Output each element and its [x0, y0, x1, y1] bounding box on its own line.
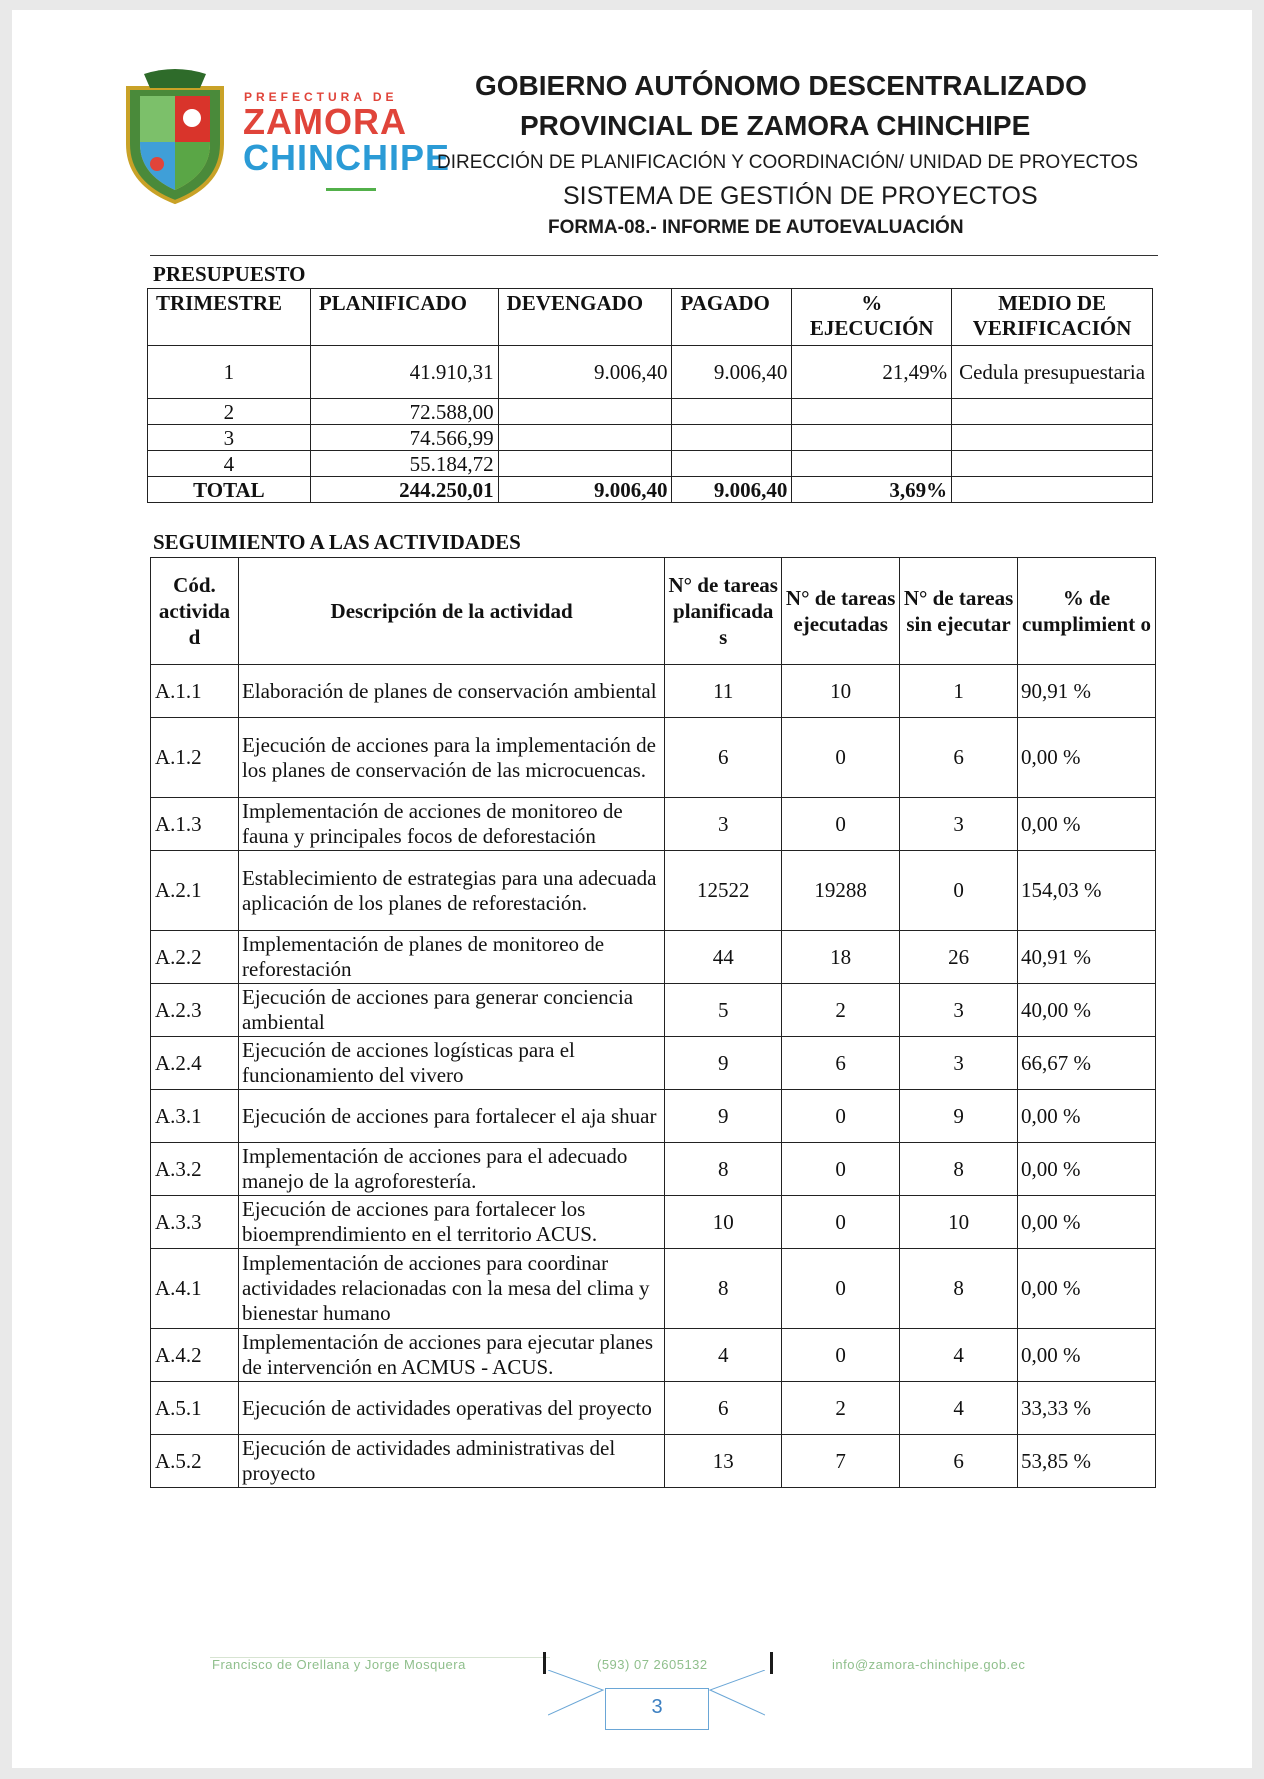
- activity-pending: 3: [900, 1037, 1018, 1090]
- activity-executed: 7: [782, 1435, 900, 1488]
- activity-planned: 4: [665, 1329, 782, 1382]
- activity-row: [151, 718, 1156, 798]
- activity-percent: 66,67 %: [1018, 1037, 1156, 1090]
- activity-description: Ejecución de acciones para fortalecer los bioemprendimiento en el territorio ACUS.: [238, 1196, 664, 1249]
- budget-pagado: [672, 399, 792, 425]
- budget-trimestre: 3: [148, 425, 311, 451]
- activity-row: [151, 1382, 1156, 1435]
- activity-executed: 19288: [782, 851, 900, 931]
- activity-percent: 53,85 %: [1018, 1435, 1156, 1488]
- footer-separator: [543, 1652, 546, 1674]
- activity-code: A.2.1: [151, 851, 239, 931]
- header-form: FORMA-08.- INFORME DE AUTOEVALUACIÓN: [548, 217, 964, 238]
- activity-code: A.5.1: [151, 1382, 239, 1435]
- prefectura-coat-of-arms-logo: [120, 66, 230, 206]
- budget-total-pagado: 9.006,40: [672, 477, 792, 503]
- activity-executed: 0: [782, 1329, 900, 1382]
- activity-code: A.2.2: [151, 931, 239, 984]
- budget-row: [148, 451, 1153, 477]
- activity-planned: 11: [665, 665, 782, 718]
- budget-total-devengado: 9.006,40: [498, 477, 672, 503]
- activity-planned: 5: [665, 984, 782, 1037]
- budget-row: [148, 399, 1153, 425]
- activity-percent: 40,91 %: [1018, 931, 1156, 984]
- activity-code: A.4.1: [151, 1249, 239, 1329]
- activity-code: A.3.2: [151, 1143, 239, 1196]
- activity-description: Implementación de acciones para coordinar actividades relacionadas con la mesa del clima y bienestar humano: [238, 1249, 664, 1329]
- activity-description: Establecimiento de estrategias para una adecuada aplicación de los planes de reforestación.: [238, 851, 664, 931]
- activity-code: A.1.2: [151, 718, 239, 798]
- activity-planned: 10: [665, 1196, 782, 1249]
- footer-address: Francisco de Orellana y Jorge Mosquera: [212, 1657, 466, 1672]
- budget-col-ejecucion: % EJECUCIÓN: [792, 289, 952, 346]
- activities-col-executed: N° de tareas ejecutadas: [782, 558, 900, 665]
- activity-row: [151, 1143, 1156, 1196]
- budget-ejecucion: [792, 399, 952, 425]
- activity-row: [151, 931, 1156, 984]
- activity-row: [151, 851, 1156, 931]
- budget-planificado: 41.910,31: [310, 346, 498, 399]
- footer-phone: (593) 07 2605132: [597, 1657, 708, 1672]
- budget-total-ejecucion: 3,69%: [792, 477, 952, 503]
- activity-pending: 4: [900, 1382, 1018, 1435]
- activity-planned: 9: [665, 1090, 782, 1143]
- activities-col-planned: N° de tareas planificada s: [665, 558, 782, 665]
- page-number: 3: [651, 1696, 663, 1718]
- activity-pending: 0: [900, 851, 1018, 931]
- activity-pending: 4: [900, 1329, 1018, 1382]
- activity-pending: 6: [900, 1435, 1018, 1488]
- budget-medio: [952, 451, 1153, 477]
- budget-col-trimestre: TRIMESTRE: [148, 289, 311, 346]
- activity-planned: 44: [665, 931, 782, 984]
- activities-table: [150, 557, 1156, 1488]
- activity-pending: 9: [900, 1090, 1018, 1143]
- budget-trimestre: 1: [148, 346, 311, 399]
- activity-pending: 3: [900, 798, 1018, 851]
- activity-description: Ejecución de acciones para generar conciencia ambiental: [238, 984, 664, 1037]
- activity-pending: 8: [900, 1249, 1018, 1329]
- activity-code: A.1.1: [151, 665, 239, 718]
- activity-row: [151, 1037, 1156, 1090]
- activity-planned: 12522: [665, 851, 782, 931]
- activity-description: Ejecución de acciones logísticas para el funcionamiento del vivero: [238, 1037, 664, 1090]
- activity-code: A.2.3: [151, 984, 239, 1037]
- activity-planned: 8: [665, 1143, 782, 1196]
- activity-row: [151, 798, 1156, 851]
- activity-executed: 0: [782, 1249, 900, 1329]
- activity-planned: 3: [665, 798, 782, 851]
- activity-code: A.4.2: [151, 1329, 239, 1382]
- activity-executed: 2: [782, 984, 900, 1037]
- activities-section-title: SEGUIMIENTO A LAS ACTIVIDADES: [153, 530, 521, 554]
- activity-row: [151, 1249, 1156, 1329]
- activity-pending: 10: [900, 1196, 1018, 1249]
- activities-body: [151, 665, 1156, 1488]
- budget-medio: Cedula presupuestaria: [952, 346, 1153, 399]
- budget-devengado: [498, 451, 672, 477]
- brand-name-zamora: ZAMORA: [243, 101, 407, 142]
- activity-description: Ejecución de acciones para la implementación de los planes de conservación de las microcuencas.: [238, 718, 664, 798]
- activity-executed: 10: [782, 665, 900, 718]
- activity-pending: 26: [900, 931, 1018, 984]
- activity-code: A.2.4: [151, 1037, 239, 1090]
- activity-percent: 154,03 %: [1018, 851, 1156, 931]
- budget-col-devengado: DEVENGADO: [498, 289, 672, 346]
- activity-percent: 0,00 %: [1018, 1329, 1156, 1382]
- budget-ejecucion: [792, 451, 952, 477]
- activity-percent: 0,00 %: [1018, 718, 1156, 798]
- activity-planned: 6: [665, 1382, 782, 1435]
- activity-executed: 0: [782, 1196, 900, 1249]
- budget-planificado: 72.588,00: [310, 399, 498, 425]
- brand-name-chinchipe: CHINCHIPE: [243, 137, 451, 178]
- activity-planned: 9: [665, 1037, 782, 1090]
- activity-row: [151, 1435, 1156, 1488]
- budget-total-row: [148, 477, 1153, 503]
- budget-header-row: [148, 289, 1153, 346]
- activity-percent: 0,00 %: [1018, 1090, 1156, 1143]
- header-title-line1: GOBIERNO AUTÓNOMO DESCENTRALIZADO: [475, 70, 1087, 101]
- activity-percent: 0,00 %: [1018, 1249, 1156, 1329]
- budget-section-title: PRESUPUESTO: [153, 262, 306, 286]
- activity-description: Implementación de acciones de monitoreo de fauna y principales focos de deforestación: [238, 798, 664, 851]
- activities-header-row: [151, 558, 1156, 665]
- budget-row: [148, 346, 1153, 399]
- activities-col-pending: N° de tareas sin ejecutar: [900, 558, 1018, 665]
- header-subtitle: DIRECCIÓN DE PLANIFICACIÓN Y COORDINACIÓN/ UNIDAD DE PROYECTOS: [437, 152, 1138, 173]
- activity-pending: 1: [900, 665, 1018, 718]
- budget-devengado: [498, 425, 672, 451]
- activity-row: [151, 1196, 1156, 1249]
- activity-percent: 40,00 %: [1018, 984, 1156, 1037]
- budget-medio: [952, 425, 1153, 451]
- activity-pending: 8: [900, 1143, 1018, 1196]
- activity-percent: 0,00 %: [1018, 1143, 1156, 1196]
- activity-row: [151, 665, 1156, 718]
- activity-pending: 6: [900, 718, 1018, 798]
- budget-col-planificado: PLANIFICADO: [310, 289, 498, 346]
- budget-trimestre: 2: [148, 399, 311, 425]
- budget-col-pagado: PAGADO: [672, 289, 792, 346]
- activity-pending: 3: [900, 984, 1018, 1037]
- activity-percent: 90,91 %: [1018, 665, 1156, 718]
- activity-code: A.1.3: [151, 798, 239, 851]
- activity-description: Elaboración de planes de conservación ambiental: [238, 665, 664, 718]
- budget-trimestre: 4: [148, 451, 311, 477]
- budget-planificado: 74.566,99: [310, 425, 498, 451]
- budget-pagado: [672, 425, 792, 451]
- activity-percent: 33,33 %: [1018, 1382, 1156, 1435]
- activity-executed: 18: [782, 931, 900, 984]
- activity-code: A.3.1: [151, 1090, 239, 1143]
- activity-description: Ejecución de actividades operativas del proyecto: [238, 1382, 664, 1435]
- budget-total-label: TOTAL: [148, 477, 311, 503]
- activity-planned: 6: [665, 718, 782, 798]
- budget-pagado: [672, 451, 792, 477]
- activity-executed: 2: [782, 1382, 900, 1435]
- activities-col-code: Cód. activida d: [151, 558, 239, 665]
- activity-executed: 0: [782, 718, 900, 798]
- budget-row: [148, 425, 1153, 451]
- activity-description: Implementación de acciones para ejecutar planes de intervención en ACMUS - ACUS.: [238, 1329, 664, 1382]
- activity-description: Implementación de planes de monitoreo de reforestación: [238, 931, 664, 984]
- budget-medio: [952, 399, 1153, 425]
- activity-code: A.5.2: [151, 1435, 239, 1488]
- activities-col-description: Descripción de la actividad: [238, 558, 664, 665]
- footer-separator: [770, 1652, 773, 1674]
- activity-description: Ejecución de acciones para fortalecer el aja shuar: [238, 1090, 664, 1143]
- activity-percent: 0,00 %: [1018, 798, 1156, 851]
- header-title-line2: PROVINCIAL DE ZAMORA CHINCHIPE: [520, 110, 1031, 141]
- activity-code: A.3.3: [151, 1196, 239, 1249]
- budget-planificado: 55.184,72: [310, 451, 498, 477]
- activity-row: [151, 1329, 1156, 1382]
- footer-ornament-right: [705, 1670, 765, 1720]
- budget-ejecucion: 21,49%: [792, 346, 952, 399]
- budget-table: [147, 288, 1153, 503]
- activity-executed: 0: [782, 1143, 900, 1196]
- activities-col-percent: % de cumplimient o: [1018, 558, 1156, 665]
- budget-total-medio: [952, 477, 1153, 503]
- header-rule: [150, 255, 1158, 256]
- activity-executed: 0: [782, 1090, 900, 1143]
- activity-row: [151, 1090, 1156, 1143]
- budget-col-medio: MEDIO DE VERIFICACIÓN: [952, 289, 1153, 346]
- brand-divider: [326, 188, 376, 191]
- activity-description: Ejecución de actividades administrativas del proyecto: [238, 1435, 664, 1488]
- footer-email: info@zamora-chinchipe.gob.ec: [832, 1657, 1026, 1672]
- activity-description: Implementación de acciones para el adecuado manejo de la agroforestería.: [238, 1143, 664, 1196]
- budget-pagado: 9.006,40: [672, 346, 792, 399]
- activity-executed: 0: [782, 798, 900, 851]
- budget-devengado: [498, 399, 672, 425]
- activity-planned: 8: [665, 1249, 782, 1329]
- budget-total-planificado: 244.250,01: [310, 477, 498, 503]
- activity-executed: 6: [782, 1037, 900, 1090]
- budget-devengado: 9.006,40: [498, 346, 672, 399]
- activity-row: [151, 984, 1156, 1037]
- brand-prefix: PREFECTURA DE: [244, 90, 398, 104]
- header-system: SISTEMA DE GESTIÓN DE PROYECTOS: [563, 182, 1038, 210]
- activity-planned: 13: [665, 1435, 782, 1488]
- activity-percent: 0,00 %: [1018, 1196, 1156, 1249]
- budget-ejecucion: [792, 425, 952, 451]
- footer-ornament-left: [548, 1670, 608, 1720]
